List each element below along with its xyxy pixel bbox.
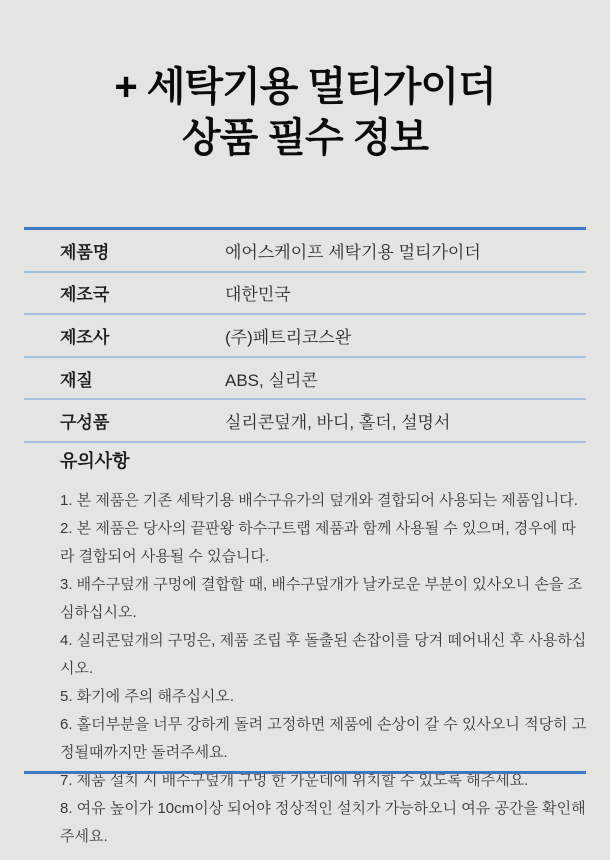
spec-label-components: 구성품 (60, 413, 110, 433)
spec-label-country: 제조국 (60, 285, 110, 305)
spec-value-material: ABS, 실리콘 (225, 370, 318, 390)
cautions-list (60, 487, 588, 851)
spec-label-material: 재질 (60, 370, 93, 390)
page-title-line1: + 세탁기용 멀티가이더 (114, 65, 496, 109)
spec-value-components: 실리콘덮개, 바디, 홀더, 설명서 (225, 413, 451, 433)
bottom-divider (24, 771, 586, 774)
table-row (24, 358, 586, 401)
caution-item: 7. 제품 설치 시 배수구덮개 구멍 한 가운데에 위치할 수 있도록 해주세요. (60, 772, 529, 789)
spec-value-country: 대한민국 (225, 285, 291, 305)
caution-item: 6. 홀더부분을 너무 강하게 돌려 고정하면 제품에 손상이 갈 수 있사오니 적당히 고정될때까지만 돌려주세요. (60, 716, 587, 761)
spec-value-manufacturer: (주)페트리코스완 (225, 327, 352, 347)
cautions-heading: 유의사항 (60, 451, 130, 471)
spec-value-product-name: 에어스케이프 세탁기용 멀티가이더 (225, 242, 481, 262)
caution-item: 8. 여유 높이가 10cm이상 되어야 정상적인 설치가 가능하오니 여유 공간을 확인해주세요. (60, 800, 586, 845)
caution-item: 5. 화기에 주의 해주십시오. (60, 688, 235, 705)
caution-item: 2. 본 제품은 당사의 끝판왕 하수구트랩 제품과 함께 사용될 수 있으며, 경우에 따라 결합되어 사용될 수 있습니다. (60, 520, 576, 565)
caution-item: 4. 실리콘덮개의 구멍은, 제품 조립 후 돌출된 손잡이를 당겨 떼어내신 후 사용하십시오. (60, 632, 587, 677)
spec-label-product-name: 제품명 (60, 242, 110, 262)
page-title (0, 0, 610, 164)
caution-item: 1. 본 제품은 기존 세탁기용 배수구유가의 덮개와 결합되어 사용되는 제품입니다. (60, 492, 578, 509)
spec-label-manufacturer: 제조사 (60, 327, 110, 347)
table-row (24, 315, 586, 358)
table-row (24, 400, 586, 443)
table-row (24, 273, 586, 316)
cautions-section (60, 447, 588, 851)
table-row (24, 230, 586, 273)
product-spec-table (24, 227, 586, 443)
page-title-line2: 상품 필수 정보 (181, 116, 429, 160)
caution-item: 3. 배수구덮개 구멍에 결합할 때, 배수구덮개가 날카로운 부분이 있사오니 손을 조심하십시오. (60, 576, 583, 621)
